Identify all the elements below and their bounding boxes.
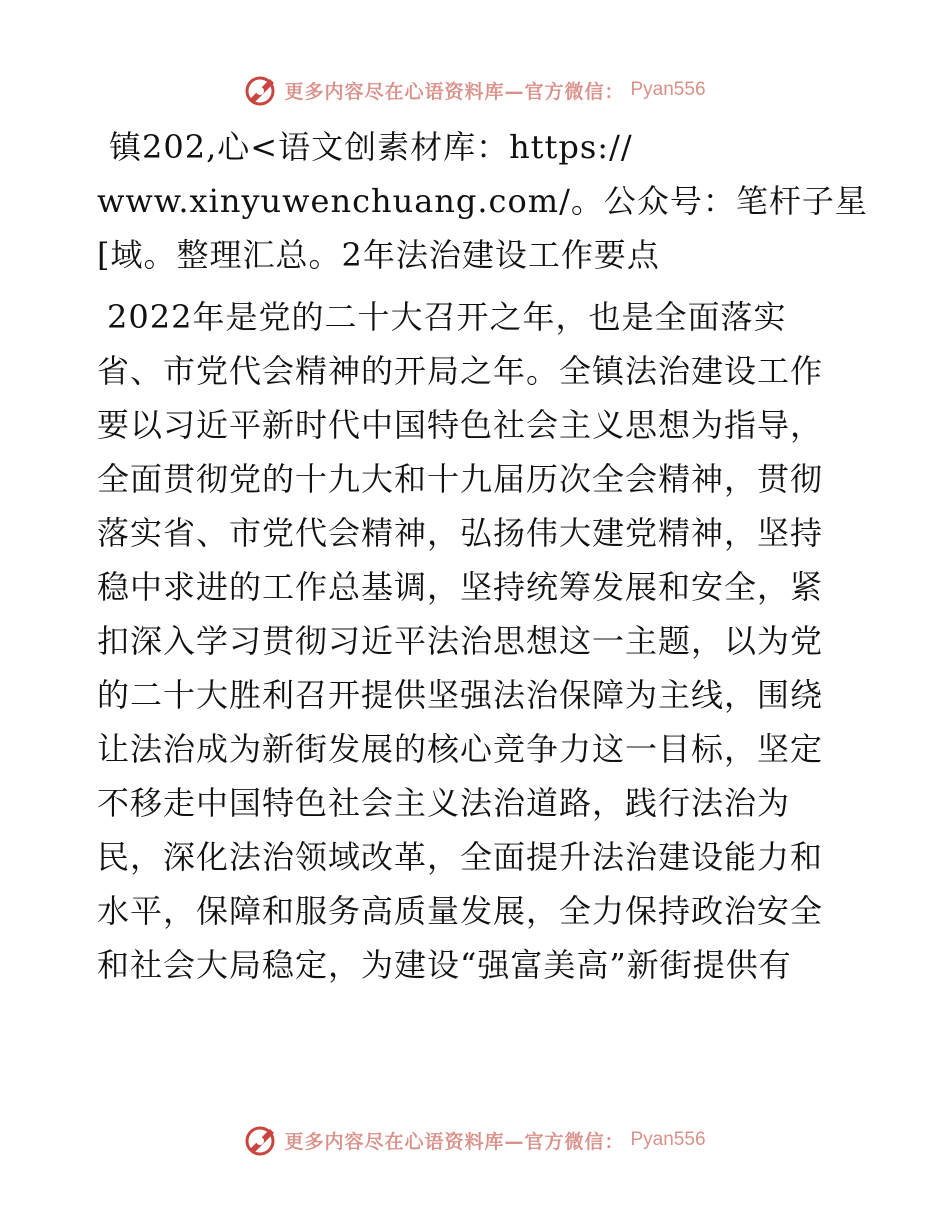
watermark-text: 更多内容尽在心语资料库—官方微信： [284,1130,625,1153]
watermark-text: 更多内容尽在心语资料库—官方微信： [284,80,625,103]
header-line: www.xinyuwenchuang.com/。公众号：笔杆子星 [97,182,868,220]
watermark-header [0,70,950,110]
paragraph-line: 省、市党代会精神的开局之年。全镇法治建设工作 [97,352,824,390]
document-body [97,120,868,992]
paragraph-line: 稳中求进的工作总基调，坚持统筹发展和安全，紧 [97,568,824,606]
paragraph-line: 让法治成为新街发展的核心竞争力这一目标，坚定 [97,730,824,768]
paragraph-line: 扣深入学习贯彻习近平法治思想这一主题，以为党 [97,622,824,660]
watermark-brand: Pyan556 [630,79,706,100]
paragraph-line: 2022年是党的二十大召开之年，也是全面落实 [107,298,787,336]
paragraph-line: 民，深化法治领域改革，全面提升法治建设能力和 [97,838,824,876]
watermark-brand: Pyan556 [630,1129,706,1150]
header-line: [域。整理汇总。2年法治建设工作要点 [97,236,660,274]
paragraph-line: 要以习近平新时代中国特色社会主义思想为指导， [97,406,824,444]
paragraph-line: 不移走中国特色社会主义法治道路，践行法治为 [97,784,791,822]
paragraph-line: 水平，保障和服务高质量发展，全力保持政治安全 [97,892,824,930]
paragraph-line: 的二十大胜利召开提供坚强法治保障为主线，围绕 [97,676,824,714]
header-line: 镇202,心<语文创素材库：https:// [109,128,633,166]
pen-logo-icon [244,73,278,107]
paragraph-line: 全面贯彻党的十九大和十九届历次全会精神，贯彻 [97,460,824,498]
pen-logo-icon [244,1123,278,1157]
paragraph-line: 落实省、市党代会精神，弘扬伟大建党精神，坚持 [97,514,824,552]
watermark-footer [0,1120,950,1160]
paragraph-line: 和社会大局稳定，为建设“强富美高”新街提供有 [97,946,792,984]
